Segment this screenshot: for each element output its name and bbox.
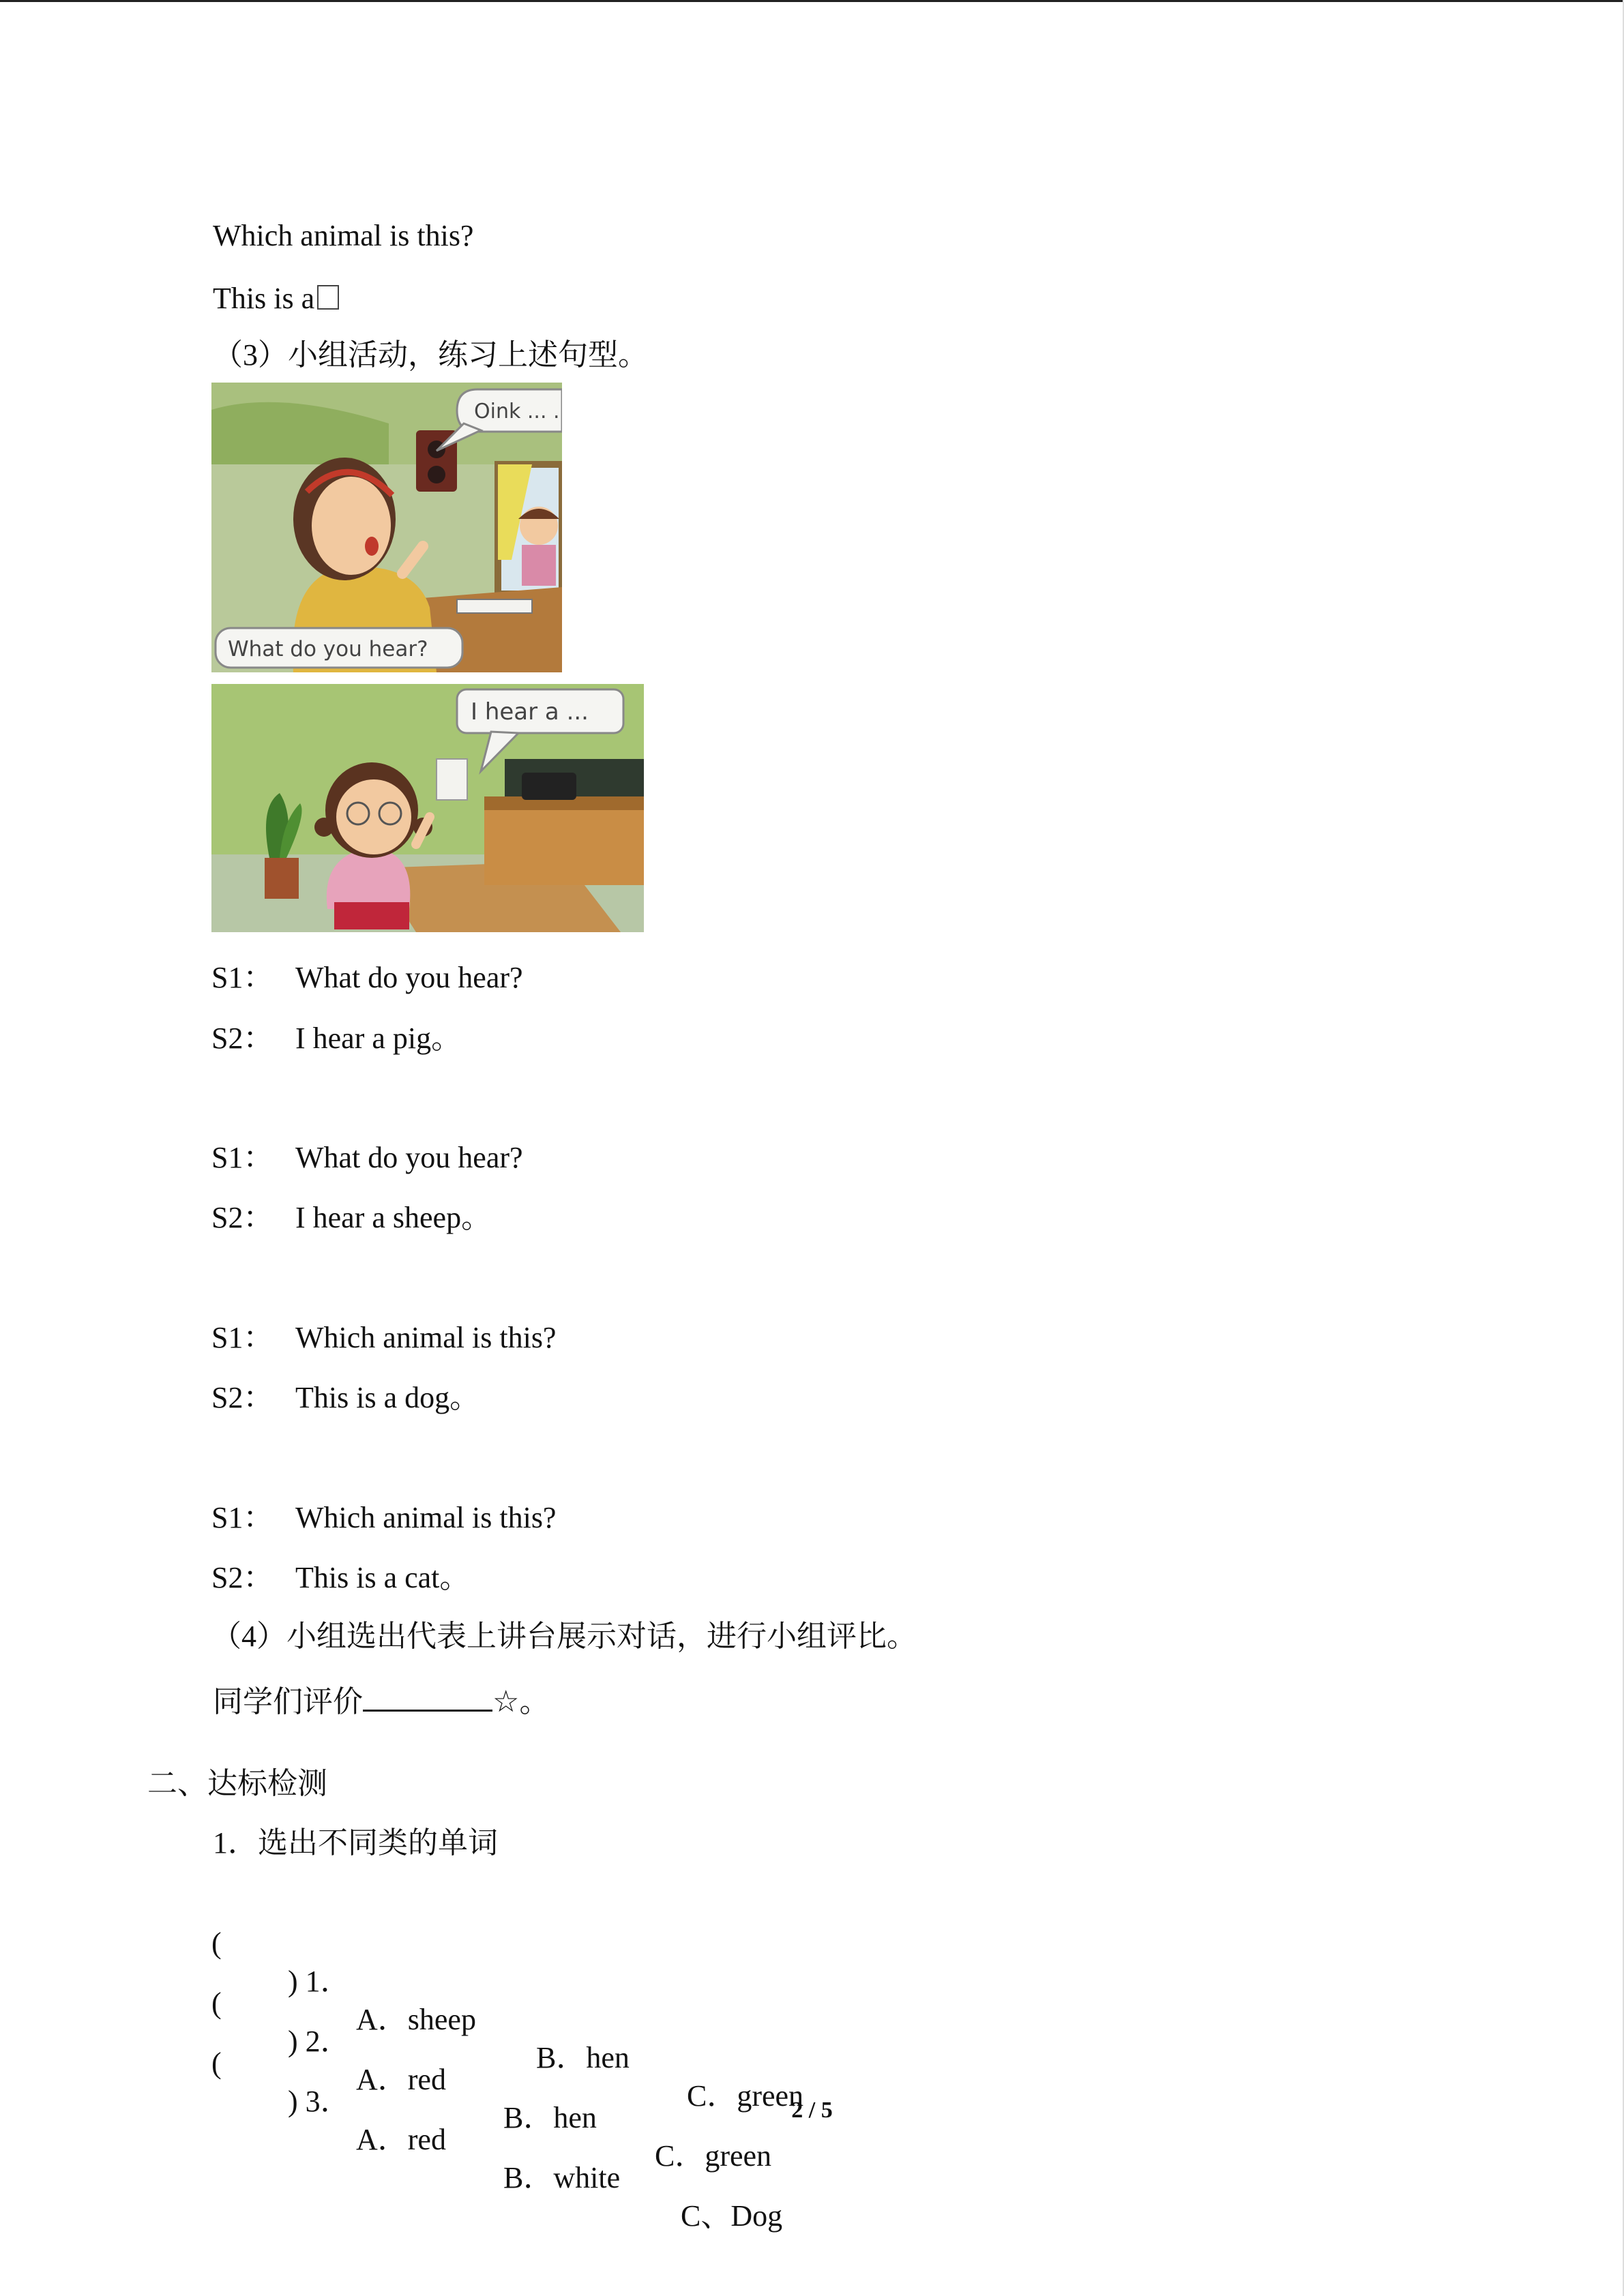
- intro-answer-text: This is a: [213, 282, 315, 315]
- img1-bubble-top-text: Oink ... .: [474, 400, 560, 423]
- answer-paren-open: (: [211, 1926, 222, 1960]
- option-c: C．green: [655, 2139, 772, 2173]
- option-a: A．red: [356, 2063, 446, 2096]
- dialogue-3-s1: [211, 1319, 556, 1357]
- evaluation-prefix: 同学们评价: [213, 1685, 363, 1718]
- teacher-illustration: [211, 383, 562, 672]
- option-c: C、Dog: [681, 2199, 783, 2233]
- answer-paren-open: (: [211, 2046, 222, 2080]
- girl-illustration: [211, 684, 644, 932]
- task-1-title: 1．选出不同类的单词: [213, 1826, 498, 1860]
- img1-bubble-bottom-text: What do you hear?: [228, 637, 428, 661]
- option-a: A．red: [356, 2123, 446, 2156]
- dialogue-text: I hear a sheep。: [295, 1201, 492, 1234]
- dialogue-4-s2: [211, 1559, 469, 1597]
- speaker-label: S1：: [211, 1501, 274, 1534]
- answer-box-glyph: [317, 285, 339, 310]
- evaluation-suffix: ☆。: [492, 1685, 550, 1718]
- dialogue-text: What do you hear?: [295, 961, 523, 994]
- question-number: ) 3．: [288, 2085, 351, 2118]
- option-c: C．green: [687, 2079, 804, 2113]
- dialogue-text: Which animal is this?: [295, 1321, 557, 1354]
- speaker-label: S2：: [211, 1201, 274, 1234]
- intro-question: Which animal is this?: [213, 219, 474, 252]
- dialogue-1-s2: [211, 1019, 461, 1058]
- speaker-label: S2：: [211, 1381, 274, 1414]
- question-number: ) 1．: [288, 1965, 351, 1998]
- dialogue-text: What do you hear?: [295, 1141, 523, 1174]
- evaluation-line: [213, 1683, 549, 1721]
- dialogue-1-s1: [211, 959, 523, 997]
- option-b: B．hen: [503, 2101, 597, 2134]
- speaker-label: S1：: [211, 961, 274, 994]
- speaker-label: S1：: [211, 1321, 274, 1354]
- speaker-label: S2：: [211, 1561, 274, 1594]
- page-number: 2 / 5: [791, 2098, 833, 2123]
- img2-bubble-text: I hear a ...: [471, 698, 589, 726]
- intro-answer: [213, 280, 339, 318]
- dialogue-text: Which animal is this?: [295, 1501, 557, 1534]
- speaker-label: S2：: [211, 1022, 274, 1055]
- option-b: B．hen: [536, 2041, 630, 2074]
- dialogue-2-s2: [211, 1199, 491, 1237]
- dialogue-text: This is a cat。: [295, 1561, 470, 1594]
- dialogue-2-s1: [211, 1139, 523, 1177]
- evaluation-blank: [363, 1685, 492, 1712]
- section-2-heading: 二、达标检测: [147, 1767, 327, 1800]
- question-number: ) 2．: [288, 2025, 351, 2058]
- speaker-label: S1：: [211, 1141, 274, 1174]
- dialogue-4-s1: [211, 1499, 556, 1537]
- dialogue-text: This is a dog。: [295, 1381, 480, 1414]
- step-4-instruction: （4）小组选出代表上讲台展示对话，进行小组评比。: [211, 1620, 917, 1653]
- dialogue-text: I hear a pig。: [295, 1022, 462, 1055]
- step-3-instruction: （3）小组活动，练习上述句型。: [213, 338, 648, 372]
- dialogue-3-s2: [211, 1379, 479, 1417]
- page-top-border: [0, 0, 1624, 2]
- answer-paren-open: (: [211, 1986, 222, 2020]
- option-a: A．sheep: [356, 2003, 476, 2036]
- option-b: B．white: [503, 2161, 621, 2194]
